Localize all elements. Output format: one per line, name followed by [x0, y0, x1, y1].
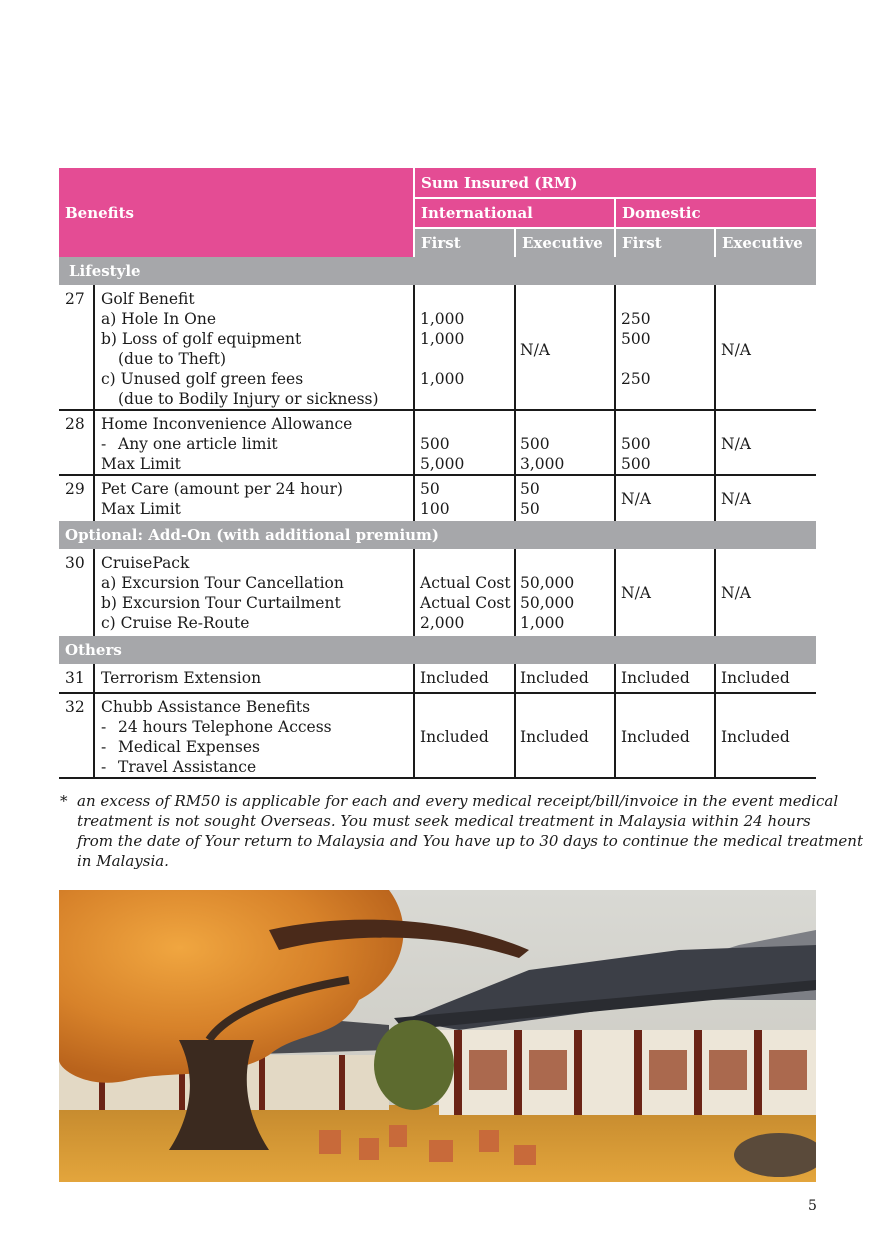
- value-dom-first: 500: [621, 330, 651, 348]
- bullet-dash: -: [101, 758, 107, 776]
- bullet-dash: -: [101, 435, 107, 453]
- header-dom-first-label: First: [622, 234, 662, 252]
- benefit-line: (due to Theft): [118, 350, 227, 368]
- row-number: 29: [65, 480, 85, 498]
- value-dom-first: 250: [621, 370, 651, 388]
- value-dom-first: 500: [621, 455, 651, 473]
- benefit-line: a) Excursion Tour Cancellation: [101, 574, 344, 592]
- col-divider: [614, 549, 616, 636]
- benefit-title: Pet Care (amount per 24 hour): [101, 480, 343, 498]
- value-intl-executive: 50,000: [520, 574, 575, 592]
- value-dom-executive: N/A: [721, 341, 751, 359]
- value-dom-first: 500: [621, 435, 651, 453]
- header-benefits: [59, 168, 413, 257]
- value-intl-first: 2,000: [420, 614, 465, 632]
- value-intl-first: 50: [420, 480, 440, 498]
- bullet-dash: -: [101, 738, 107, 756]
- header-dom-first: [616, 229, 714, 257]
- value-intl-executive: Included: [520, 669, 589, 687]
- col-divider: [93, 285, 95, 521]
- value-dom-executive: N/A: [721, 490, 751, 508]
- footnote-line: an excess of RM50 is applicable for each and every medical receipt/bill/invoice in the event medical: [77, 792, 839, 810]
- col-divider: [514, 664, 516, 779]
- header-international-label: International: [421, 204, 533, 222]
- footnote-line: in Malaysia.: [77, 852, 169, 870]
- value-intl-executive: 50,000: [520, 594, 575, 612]
- benefit-line: Travel Assistance: [118, 758, 257, 776]
- row-number: 27: [65, 290, 85, 308]
- benefit-title: Chubb Assistance Benefits: [101, 698, 311, 716]
- value-intl-executive: Included: [520, 728, 589, 746]
- value-intl-first: Actual Cost: [420, 594, 511, 612]
- benefit-title: Golf Benefit: [101, 290, 195, 308]
- photo-illustration: [59, 890, 816, 1182]
- benefit-title: Terrorism Extension: [101, 669, 262, 687]
- bullet-dash: -: [101, 718, 107, 736]
- col-divider: [514, 285, 516, 521]
- header-dom-executive: [716, 229, 816, 257]
- header-intl-executive-label: Executive: [522, 234, 603, 252]
- header-intl-first-label: First: [421, 234, 461, 252]
- footnote-marker: *: [60, 792, 68, 810]
- value-intl-executive: 500: [520, 435, 550, 453]
- value-dom-first: N/A: [621, 490, 651, 508]
- section-lifestyle-label: Lifestyle: [69, 262, 141, 280]
- benefit-line: b) Loss of golf equipment: [101, 330, 302, 348]
- header-dom-executive-label: Executive: [722, 234, 803, 252]
- header-domestic-label: Domestic: [622, 204, 701, 222]
- value-intl-first: 100: [420, 500, 450, 518]
- benefit-line: Max Limit: [101, 455, 181, 473]
- row-number: 32: [65, 698, 85, 716]
- row-number: 30: [65, 554, 85, 572]
- value-dom-executive: N/A: [721, 584, 751, 602]
- row-divider: [59, 474, 816, 476]
- value-intl-executive: 1,000: [520, 614, 565, 632]
- benefit-line: c) Cruise Re-Route: [101, 614, 250, 632]
- row-number: 31: [65, 669, 85, 687]
- value-dom-executive: Included: [721, 669, 790, 687]
- value-dom-first: N/A: [621, 584, 651, 602]
- col-divider: [413, 285, 415, 521]
- value-dom-first: Included: [621, 669, 690, 687]
- value-dom-first: Included: [621, 728, 690, 746]
- row-divider: [59, 692, 816, 694]
- row-divider: [59, 409, 816, 411]
- page-number: 5: [808, 1198, 817, 1214]
- col-divider: [614, 285, 616, 521]
- col-divider: [714, 285, 716, 521]
- header-sum-insured-label: Sum Insured (RM): [421, 173, 578, 192]
- temple-autumn-photo: [59, 890, 816, 1182]
- value-dom-executive: Included: [721, 728, 790, 746]
- benefit-line: b) Excursion Tour Curtailment: [101, 594, 341, 612]
- col-divider: [514, 549, 516, 636]
- col-divider: [614, 664, 616, 779]
- value-intl-executive: 3,000: [520, 455, 565, 473]
- row-divider: [59, 777, 816, 779]
- benefit-title: CruisePack: [101, 554, 190, 572]
- benefit-line: (due to Bodily Injury or sickness): [118, 390, 379, 408]
- value-intl-executive: 50: [520, 500, 540, 518]
- benefit-line: 24 hours Telephone Access: [118, 718, 332, 736]
- header-intl-executive: [516, 229, 614, 257]
- header-intl-first: [415, 229, 514, 257]
- value-intl-first: 500: [420, 435, 450, 453]
- col-divider: [413, 664, 415, 779]
- value-intl-first: Included: [420, 669, 489, 687]
- benefit-line: c) Unused golf green fees: [101, 370, 304, 388]
- benefit-title: Home Inconvenience Allowance: [101, 415, 353, 433]
- col-divider: [413, 549, 415, 636]
- value-intl-first: 5,000: [420, 455, 465, 473]
- section-optional-label: Optional: Add-On (with additional premium): [65, 526, 440, 544]
- benefit-line: Medical Expenses: [118, 738, 260, 756]
- value-intl-executive: N/A: [520, 341, 550, 359]
- col-divider: [93, 549, 95, 636]
- col-divider: [714, 664, 716, 779]
- section-others: [59, 636, 816, 664]
- section-optional: [59, 521, 816, 549]
- header-domestic: [616, 199, 816, 227]
- value-intl-first: 1,000: [420, 310, 465, 328]
- col-divider: [714, 549, 716, 636]
- value-dom-first: 250: [621, 310, 651, 328]
- value-dom-executive: N/A: [721, 435, 751, 453]
- row-number: 28: [65, 415, 85, 433]
- header-sum-insured: [415, 168, 816, 197]
- footnote-line: treatment is not sought Overseas. You must seek medical treatment in Malaysia within 24 hours: [77, 812, 811, 830]
- header-international: [415, 199, 614, 227]
- value-intl-first: 1,000: [420, 370, 465, 388]
- value-intl-first: Actual Cost: [420, 574, 511, 592]
- value-intl-first: Included: [420, 728, 489, 746]
- section-others-label: Others: [65, 641, 122, 659]
- col-divider: [93, 664, 95, 779]
- value-intl-executive: 50: [520, 480, 540, 498]
- section-lifestyle: [59, 257, 816, 285]
- benefit-line: Any one article limit: [118, 435, 278, 453]
- benefit-line: a) Hole In One: [101, 310, 217, 328]
- benefit-line: Max Limit: [101, 500, 181, 518]
- header-benefits-label: Benefits: [65, 203, 134, 222]
- footnote-line: from the date of Your return to Malaysia and You have up to 30 days to continue the medical treatment: [77, 832, 863, 850]
- value-intl-first: 1,000: [420, 330, 465, 348]
